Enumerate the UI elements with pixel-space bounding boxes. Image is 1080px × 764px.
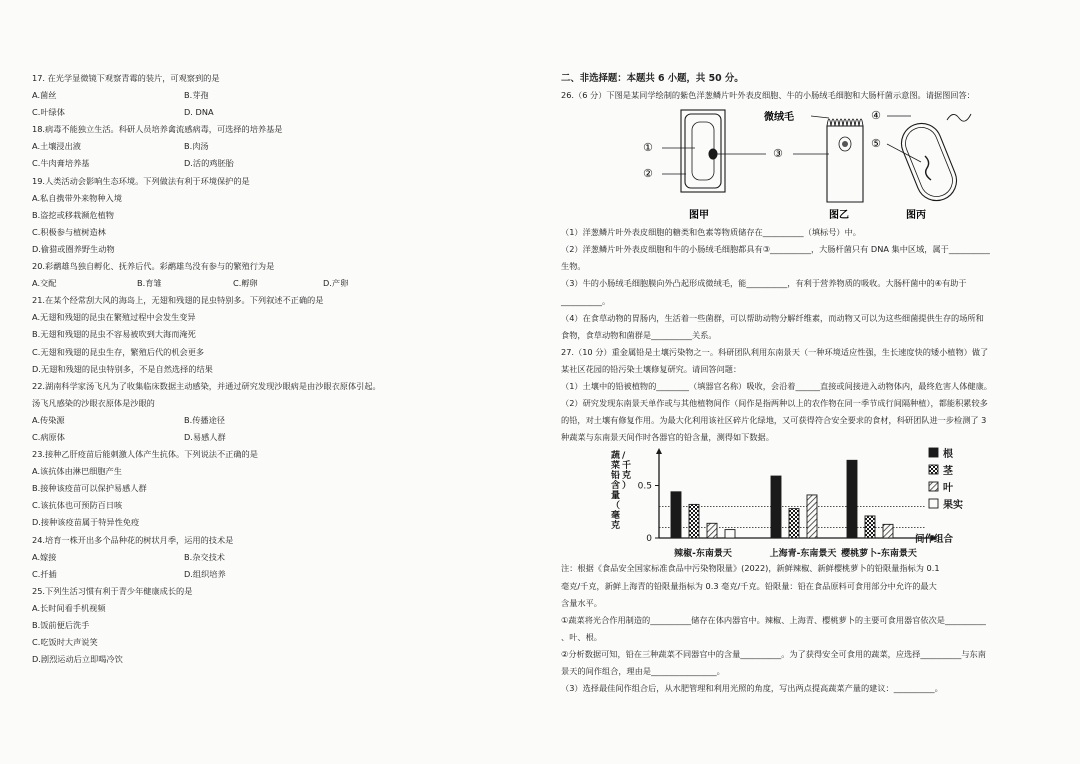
- bar-茎: [689, 505, 699, 539]
- q26-part-1: （1）洋葱鳞片叶外表皮细胞的糖类和色素等物质储存在__________（填标号）中。: [561, 227, 861, 238]
- option-d: D.活的鸡胚胎: [184, 158, 234, 169]
- question-18-options-row2: [32, 155, 502, 172]
- option-b: B.接种该疫苗可以保护易感人群: [32, 483, 147, 494]
- y-axis-arrow: [656, 448, 662, 454]
- option-b: B.盗挖或移栽濒危植物: [32, 209, 114, 220]
- y-axis-label: 蔬菜铅含量（毫克/千克）: [611, 451, 632, 532]
- q26-part-4: （4）在食草动物的胃肠内，生活着一些菌群，可以帮助动物分解纤维素，而动物又可以为这些细菌提供生存的场所和: [561, 312, 984, 323]
- onion-cell-diagram: [662, 110, 829, 192]
- q27-part-2-cont2: 种蔬菜与东南景天间作时各器官的铅含量，测得如下数据。: [561, 432, 774, 443]
- option-d: D.偷猎或圈养野生动物: [32, 243, 115, 254]
- cell-diagram-figure: [561, 104, 1051, 224]
- q26-part-3: （3）牛的小肠绒毛细胞膜向外凸起形成微绒毛，能__________，有利于营养物质的吸收。大肠杆菌中的④有助于: [561, 278, 967, 289]
- label-1: ①: [643, 141, 653, 155]
- question-24-options-row2: [32, 566, 502, 583]
- q27-sub-1-cont: 、叶、根。: [561, 631, 602, 642]
- option-a: A.私自携带外来物种入境: [32, 192, 122, 203]
- option-d: D.剧烈运动后立即喝冷饮: [32, 654, 123, 665]
- right-column: [561, 70, 1051, 697]
- bar-茎: [789, 509, 799, 538]
- q27-part-1: （1）土壤中的铅被植物的________（填器官名称）吸收，会沿着______直接或间接进入动物体内，最终危害人体健康。: [561, 381, 992, 392]
- legend-label: 果实: [943, 500, 963, 512]
- bar-叶: [707, 524, 717, 539]
- category-label: 上海青-东南景天: [769, 549, 837, 560]
- option-c: C.叶绿体: [32, 107, 65, 118]
- option-c: C.吃饭时大声说笑: [32, 637, 98, 648]
- question-20-options: [32, 275, 502, 292]
- question-18-stem: 18.病毒不能独立生活。科研人员培养禽流感病毒，可选择的培养基是: [32, 124, 283, 135]
- question-23-stem: 23.接种乙肝疫苗后能刺激人体产生抗体。下列说法不正确的是: [32, 449, 258, 460]
- question-26-stem: 26.（6 分）下图是某同学绘制的紫色洋葱鳞片叶外表皮细胞、牛的小肠绒毛细胞和大肠杆菌示意图。请据图回答：: [561, 90, 975, 101]
- question-17-options-row1: [32, 87, 502, 104]
- question-18-options-row1: [32, 138, 502, 155]
- option-b: B.肉汤: [184, 141, 209, 152]
- option-c: C.扦插: [32, 568, 57, 579]
- option-a: A.长时间看手机视频: [32, 602, 106, 613]
- q27-sub-2-cont: 景天的间作组合，理由是________________。: [561, 665, 725, 676]
- option-a: A.该抗体由淋巴细胞产生: [32, 466, 122, 477]
- lead-content-chart: [561, 446, 1051, 560]
- bar-叶: [807, 495, 817, 538]
- option-a: A.传染源: [32, 414, 65, 425]
- option-b: B.芽孢: [184, 90, 209, 101]
- option-d: D.无翅和残翅的昆虫特别多，不是自然选择的结果: [32, 363, 213, 374]
- label-5: ⑤: [871, 137, 881, 151]
- question-25-stem: 25.下列生活习惯有利于青少年健康成长的是: [32, 585, 193, 596]
- label-3: ③: [773, 147, 783, 161]
- caption-figure-a: 图甲: [689, 210, 709, 222]
- option-c: C.牛肉膏培养基: [32, 158, 90, 169]
- option-a: A.菌丝: [32, 90, 57, 101]
- bar-叶: [883, 525, 893, 539]
- q27-part-3: （3）选择最佳间作组合后，从水肥管理和利用光照的角度，写出两点提高蔬菜产量的建议：__________。: [561, 683, 943, 694]
- question-22-options-row2: [32, 429, 502, 446]
- bar-根: [771, 476, 781, 538]
- microvilli-label: 微绒毛: [764, 112, 794, 124]
- question-22-stem: 22.湖南科学家汤飞凡为了收集临床数据主动感染，并通过研究发现沙眼病是由沙眼衣原体引起。: [32, 380, 381, 391]
- question-17-stem: 17. 在光学显微镜下观察青霉的装片，可观察到的是: [32, 73, 220, 83]
- legend-label: 叶: [943, 483, 953, 495]
- bar-根: [671, 492, 681, 538]
- option-c: C.无翅和残翅的昆虫生存，繁殖后代的机会更多: [32, 346, 205, 357]
- option-b: B.无翅和残翅的昆虫不容易被吹到大海而淹死: [32, 329, 196, 340]
- q26-part-2: （2）洋葱鳞片叶外表皮细胞和牛的小肠绒毛细胞都具有③__________，大肠杆菌只有 DNA 集中区域，属于__________: [561, 244, 990, 255]
- label-4: ④: [871, 109, 881, 123]
- caption-figure-b: 图乙: [829, 210, 849, 222]
- legend-label: 茎: [943, 466, 953, 478]
- question-19-stem: 19.人类活动会影响生态环境。下列做法有利于环境保护的是: [32, 175, 250, 186]
- note-line-3: 含量水平。: [561, 597, 602, 608]
- caption-figure-c: 图丙: [906, 210, 926, 222]
- question-27-stem: 27.（10 分）重金属铅是土壤污染物之一。科研团队利用东南景天（一种环境适应性强，生长速度快的矮小植物）做了: [561, 346, 989, 357]
- option-b: B.杂交技术: [184, 551, 225, 562]
- x-axis-label: 间作组合: [915, 534, 954, 546]
- question-24-options-row1: [32, 549, 502, 566]
- option-a: A.土壤浸出液: [32, 141, 81, 152]
- option-b: B.饭前便后洗手: [32, 620, 90, 630]
- category-label: 樱桃萝卜-东南景天: [841, 549, 917, 560]
- cell-diagrams: [561, 104, 1051, 224]
- option-b: B.育雏: [137, 278, 162, 289]
- legend-label: 根: [943, 449, 953, 461]
- y-tick-label: 0.5: [637, 481, 652, 492]
- question-21-stem: 21.在某个经常刮大风的海岛上，无翅和残翅的昆虫特别多。下列叙述不正确的是: [32, 295, 324, 306]
- legend-swatch: [929, 465, 938, 474]
- legend-swatch: [929, 499, 938, 508]
- option-d: D.接种该疫苗属于特异性免疫: [32, 517, 140, 528]
- section-heading: 二、非选择题：本题共 6 小题，共 50 分。: [561, 73, 744, 84]
- q26-part-2-cont: 生物。: [561, 261, 586, 272]
- option-a: A.无翅和残翅的昆虫在繁殖过程中会发生变异: [32, 312, 196, 323]
- category-label: 辣椒-东南景天: [674, 549, 732, 560]
- q26-part-3-cont: __________。: [561, 295, 611, 306]
- legend-swatch: [929, 448, 938, 457]
- option-c: C.该抗体也可预防百日咳: [32, 500, 123, 511]
- option-c: C.病原体: [32, 431, 65, 442]
- option-c: C.孵卵: [233, 278, 258, 289]
- question-24-stem: 24.培育一株开出多个品种花的树状月季，运用的技术是: [32, 534, 234, 545]
- option-c: C.积极参与植树造林: [32, 226, 106, 237]
- question-20-stem: 20.彩鹬雄鸟独自孵化、抚养后代。彩鹬雄鸟没有参与的繁殖行为是: [32, 261, 275, 272]
- villus-cell-diagram: [811, 116, 863, 202]
- option-d: D.组织培养: [184, 568, 226, 579]
- note-line-1: 注：根据《食品安全国家标准食品中污染物限量》(2022)，新鲜辣椒、新鲜樱桃萝卜的铅限量指标为 0.1: [561, 563, 940, 574]
- option-b: B.传播途径: [184, 414, 225, 425]
- option-d: D. DNA: [184, 107, 214, 118]
- option-d: D.产卵: [323, 278, 349, 289]
- bacterium-diagram: [887, 114, 971, 207]
- label-2: ②: [643, 167, 653, 181]
- q27-sub-2: ②分析数据可知，铅在三种蔬菜不同器官中的含量__________。为了获得安全可食用的蔬菜，应选择__________与东南: [561, 648, 986, 659]
- option-a: A.交配: [32, 278, 57, 289]
- bar-chart: [561, 446, 1051, 560]
- option-a: A.嫁接: [32, 551, 57, 562]
- question-22-stem-cont: 汤飞凡感染的沙眼衣原体是沙眼的: [32, 397, 155, 408]
- q26-part-4-cont: 食物，食草动物和菌群是__________关系。: [561, 329, 717, 340]
- y-tick-label: 0: [646, 534, 652, 545]
- question-17-options-row2: [32, 104, 502, 121]
- option-d: D.易感人群: [184, 431, 226, 442]
- left-column: [32, 70, 502, 668]
- bar-根: [847, 461, 857, 539]
- q27-sub-1: ①蔬菜将光合作用制造的__________储存在体内器官中。辣椒、上海青、樱桃萝卜的主要可食用器官依次是__________: [561, 614, 986, 625]
- bar-茎: [865, 516, 875, 538]
- q27-part-2-cont: 的铅，对土壤有修复作用。为最大化利用该社区碎片化绿地，又可获得符合安全要求的食材，科研团队进一步检测了 3: [561, 415, 987, 426]
- question-27-stem-cont: 某社区花园的铅污染土壤修复研究。请回答问题：: [561, 363, 742, 374]
- question-22-options-row1: [32, 412, 502, 429]
- legend-swatch: [929, 482, 938, 491]
- q27-part-2: （2）研究发现东南景天单作或与其他植物间作（间作是指两种以上的农作物在同一季节成行间隔种植），都能积累较多: [561, 398, 988, 409]
- note-line-2: 毫克/千克，新鲜上海青的铅限量指标为 0.3 毫克/千克。铅限量：铅在食品原料可食用部分中允许的最大: [561, 580, 937, 591]
- bar-果实: [725, 530, 735, 538]
